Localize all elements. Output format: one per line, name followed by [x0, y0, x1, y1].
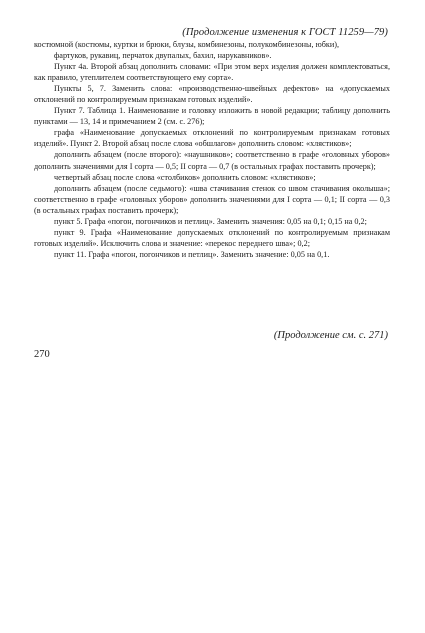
- paragraph: фартуков, рукавиц, перчаток двупалых, бахил, нарукавников».: [54, 51, 272, 61]
- continuation-header: (Продолжение изменения к ГОСТ 11259—79): [182, 27, 388, 38]
- paragraph: костюмной (костюмы, куртки и брюки, блузы, комбинезоны, полукомбинезоны, юбки),: [34, 40, 340, 49]
- page-number: 270: [34, 349, 50, 360]
- body-text: [34, 39, 390, 260]
- paragraph: дополнить абзацем (после второго): «наушников»; соответственно в графе «головных уборов» дополнить значениями для I сорта — 0,5; II сорта — 0,7 (в остальных графах поставить прочерк);: [34, 150, 390, 171]
- paragraph: пункт 5. Графа «погон, погончиков и петлиц». Заменить значения: 0,05 на 0,1; 0,15 на 0,2;: [54, 216, 367, 226]
- paragraph: четвертый абзац после слова «столбиков» дополнить словом: «хлястиков»;: [54, 172, 316, 182]
- paragraph: дополнить абзацем (после седьмого): «шва стачивания стенок со швом стачивания околыша»; соответственно в графе «головных уборов» дополнить значениями для I сорта — 0,1; II сорта — 0,3 (в остальных графах поставить прочерк);: [34, 183, 390, 215]
- continuation-footer: (Продолжение см. с. 271): [273, 330, 388, 341]
- paragraph: Пункт 7. Таблица 1. Наименование и головку изложить в новой редакции; таблицу дополнить пунктами — 13, 14 и примечанием 2 (см. с. 276);: [34, 106, 390, 127]
- paragraph: пункт 9. Графа «Наименование допускаемых отклонений по контролируемым признакам готовых изделий». Исключить слова и значение: «перекос переднего шва»; 0,2;: [34, 227, 390, 248]
- paragraph: графа «Наименование допускаемых отклонений по контролируемым признакам готовых изделий». Пункт 2. Второй абзац после слова «обшлагов» дополнить словом: «хлястиков»;: [34, 128, 390, 149]
- paragraph: Пункт 4а. Второй абзац дополнить словами: «При этом верх изделия должен комплектоваться, как правило, утеплителем соответствующего ему сорта».: [34, 62, 390, 83]
- paragraph: пункт 11. Графа «погон, погончиков и петлиц». Заменить значение: 0,05 на 0,1.: [54, 249, 330, 259]
- paragraph: Пункты 5, 7. Заменить слова: «производственно-швейных дефектов» на «допускаемых отклонений по контролируемым признакам готовых изделий».: [34, 84, 390, 105]
